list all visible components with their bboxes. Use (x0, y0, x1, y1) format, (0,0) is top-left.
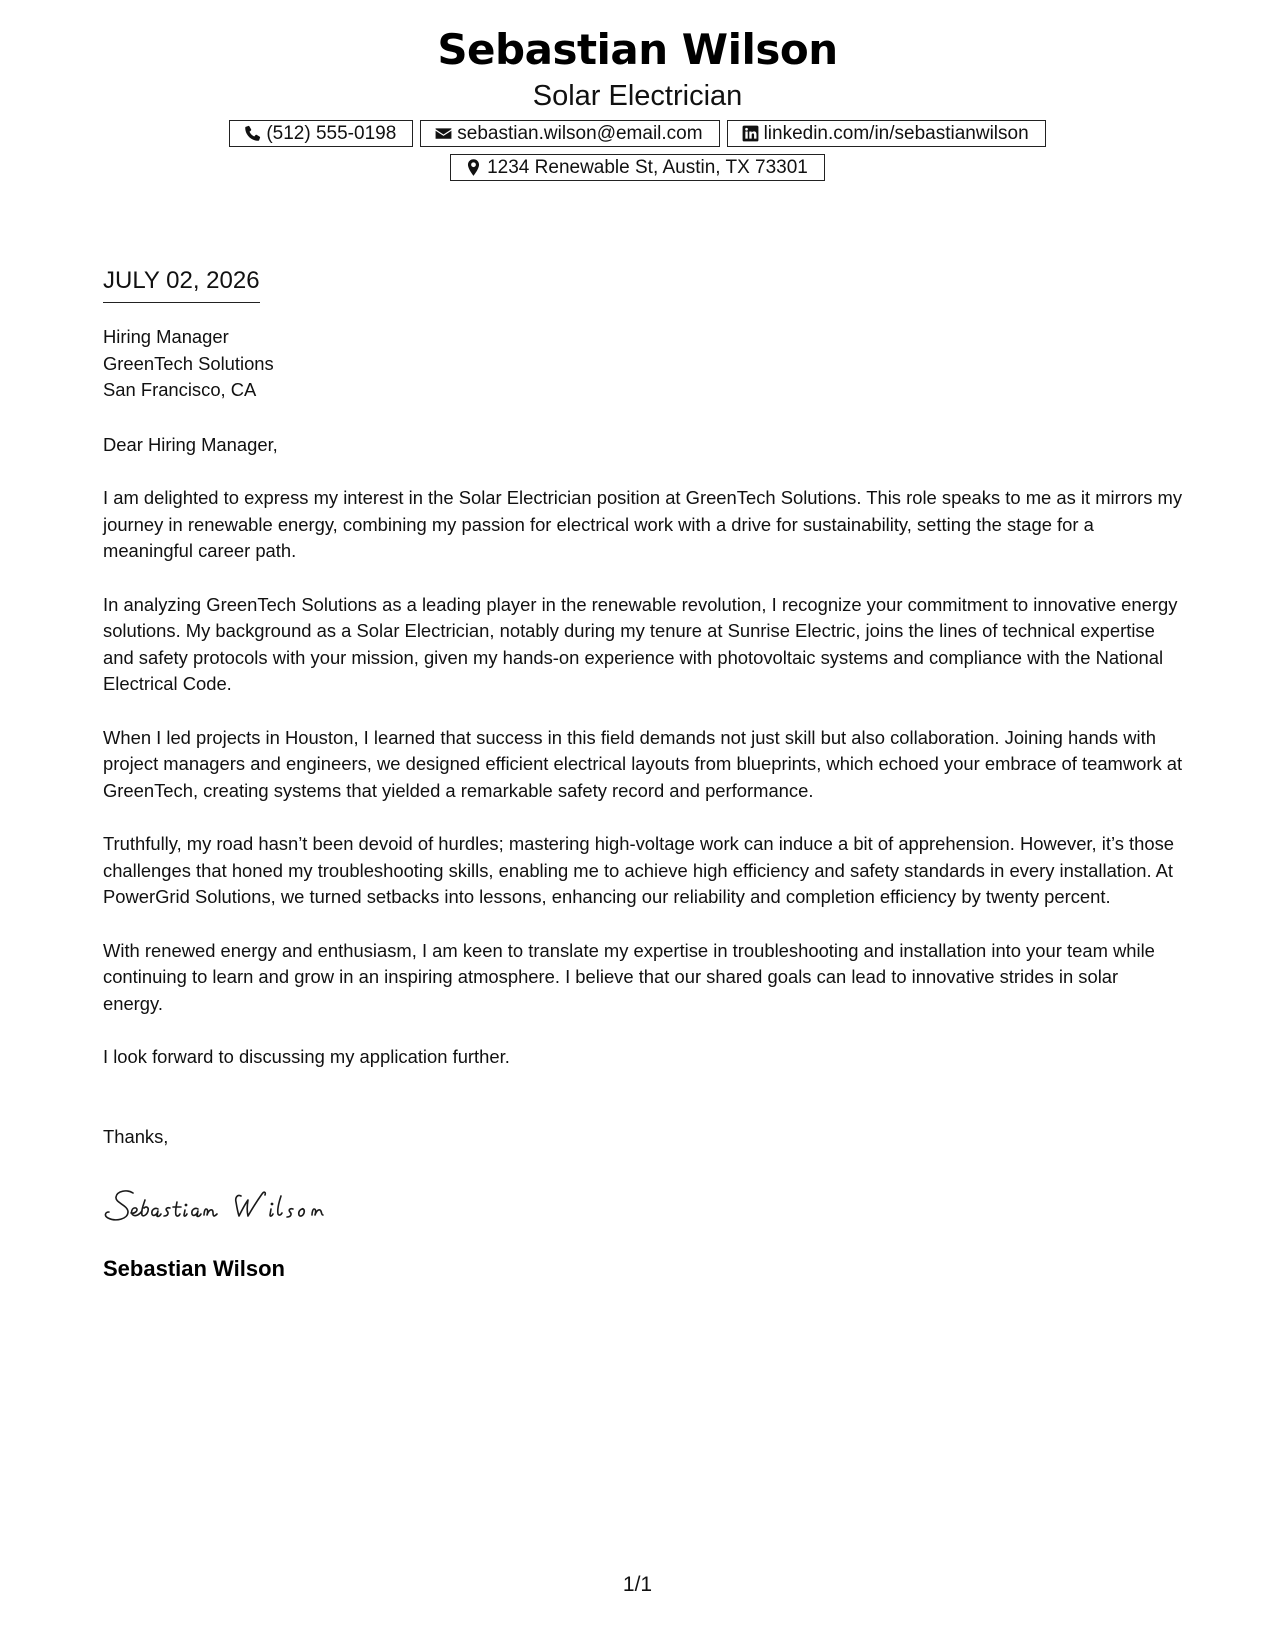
address-row (0, 154, 1275, 181)
phone-icon (243, 124, 262, 143)
body-paragraph: I am delighted to express my interest in the Solar Electrician position at GreenTech Solutions. This role speaks to me as it mirrors my journey in renewable energy, combining my passion for electrical work with a drive for sustainability, setting the stage for a meaningful career path. (103, 487, 1183, 561)
letter-date: JULY 02, 2026 (103, 266, 260, 303)
job-title: Solar Electrician (532, 80, 743, 112)
contact-row (0, 120, 1275, 147)
letter-body (103, 266, 1183, 1283)
body-paragraph: When I led projects in Houston, I learned that success in this field demands not just skill but also collaboration. Joining hands with project managers and engineers, we designed efficient electrical layouts from blueprints, which echoed your embrace of teamwork at GreenTech, creating systems that yielded a remarkable safety record and performance. (103, 726, 1183, 801)
page-number: 1/1 (622, 1573, 653, 1596)
email-text: sebastian.wilson@email.com (457, 123, 703, 144)
applicant-name: Sebastian Wilson (437, 25, 838, 74)
closing: Thanks, (103, 1125, 169, 1147)
body-paragraph: In analyzing GreenTech Solutions as a leading player in the renewable revolution, I recognize your commitment to innovative energy solutions. My background as a Solar Electrician, notably during my tenure at Sunrise Electric, joins the lines of technical expertise and safety protocols with your mission, given my hands-on experience with photovoltaic systems and compliance with the National Electrical Code. (103, 593, 1178, 694)
letter-header (0, 22, 1275, 181)
map-pin-icon (464, 158, 483, 177)
email-chip[interactable] (420, 120, 719, 147)
linkedin-icon (741, 124, 760, 143)
recipient-location: San Francisco, CA (103, 379, 257, 400)
signed-name: Sebastian Wilson (103, 1256, 285, 1281)
recipient-company: GreenTech Solutions (103, 352, 274, 374)
phone-chip[interactable] (229, 120, 413, 147)
address-text: 1234 Renewable St, Austin, TX 73301 (487, 157, 808, 178)
body-paragraph: I look forward to discussing my application further. (103, 1046, 510, 1067)
phone-text: (512) 555-0198 (266, 123, 397, 144)
linkedin-chip[interactable] (727, 120, 1046, 147)
address-chip[interactable] (450, 154, 825, 181)
recipient-name: Hiring Manager (103, 326, 229, 347)
body-paragraph: With renewed energy and enthusiasm, I am keen to translate my expertise in troubleshooting and installation into your team while continuing to learn and grow in an inspiring atmosphere. I believe that our shared goals can lead to innovative strides in solar energy. (103, 939, 1155, 1014)
linkedin-text: linkedin.com/in/sebastianwilson (763, 123, 1029, 144)
handwritten-signature (103, 1184, 1183, 1232)
body-paragraph: Truthfully, my road hasn’t been devoid of hurdles; mastering high-voltage work can induce a bit of apprehension. However, it’s those challenges that honed my troubleshooting skills, enabling me to achieve high efficiency and safety standards in every installation. At PowerGrid Solutions, we turned setbacks into lessons, enhancing our reliability and completion efficiency by twenty percent. (103, 833, 1175, 907)
salutation: Dear Hiring Manager, (103, 433, 278, 455)
recipient-block (103, 324, 1183, 404)
envelope-icon (434, 124, 453, 143)
